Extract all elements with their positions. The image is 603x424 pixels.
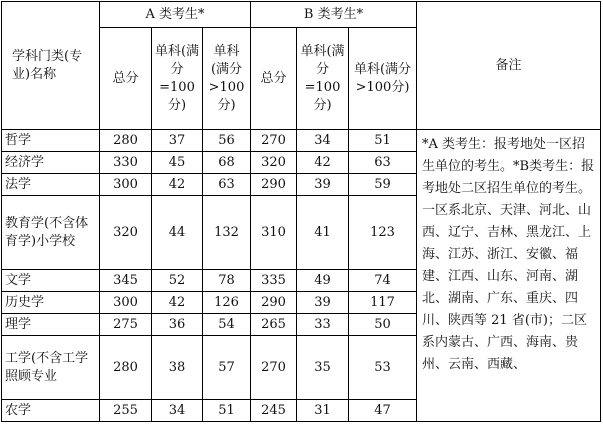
- a-total-score: 330: [100, 152, 152, 174]
- subject-name: 经济学: [2, 152, 100, 174]
- subject-name: 文学: [2, 270, 100, 292]
- b-single-over100-score: 50: [349, 314, 417, 336]
- b-single-over100-score: 51: [349, 130, 417, 152]
- subject-name: 法学: [2, 174, 100, 196]
- a-single-over100-score: 56: [203, 130, 251, 152]
- b-single-over100-score: 63: [349, 152, 417, 174]
- a-single-over100-score: 126: [203, 292, 251, 314]
- header-subject-name: 学科门类(专业)名称: [2, 2, 100, 130]
- subject-name: 工学(不含工学照顾专业: [2, 336, 100, 400]
- b-single-over100-score: 59: [349, 174, 417, 196]
- a-single-over100-score: 63: [203, 174, 251, 196]
- a-single-100-score: 37: [152, 130, 203, 152]
- a-single-over100-score: 51: [203, 400, 251, 422]
- subject-name: 教育学(不含体育学)小学校: [2, 196, 100, 270]
- a-total-score: 320: [100, 196, 152, 270]
- b-total-score: 245: [251, 400, 297, 422]
- b-single-over100-score: 123: [349, 196, 417, 270]
- b-total-score: 270: [251, 336, 297, 400]
- subject-name: 理学: [2, 314, 100, 336]
- b-total-score: 265: [251, 314, 297, 336]
- table-row: [2, 130, 601, 152]
- a-total-score: 280: [100, 130, 152, 152]
- a-total-score: 345: [100, 270, 152, 292]
- header-group-a: A 类考生*: [100, 2, 251, 28]
- header-a-total: 总分: [100, 28, 152, 130]
- b-single-100-score: 33: [297, 314, 349, 336]
- b-single-100-score: 49: [297, 270, 349, 292]
- b-single-100-score: 39: [297, 292, 349, 314]
- a-total-score: 255: [100, 400, 152, 422]
- b-total-score: 270: [251, 130, 297, 152]
- b-single-over100-score: 47: [349, 400, 417, 422]
- a-single-over100-score: 68: [203, 152, 251, 174]
- b-single-100-score: 39: [297, 174, 349, 196]
- b-single-100-score: 41: [297, 196, 349, 270]
- header-group-b: B 类考生*: [251, 2, 417, 28]
- a-single-over100-score: 78: [203, 270, 251, 292]
- note-text: *A 类考生：报考地处一区招生单位的考生。*B类考生：报考地处二区招生单位的考生。一区系北京、天津、河北、山西、辽宁、吉林、黑龙江、上海、江苏、浙江、安徽、福建、江西、山东、河南、湖北、湖南、广东、重庆、四川、陕西等 21 省(市)；二区系内蒙古、广西、海南、贵州、云南、西藏、: [417, 130, 601, 422]
- b-total-score: 335: [251, 270, 297, 292]
- subject-name: 历史学: [2, 292, 100, 314]
- header-b-single-100: 单科(满分=100分): [297, 28, 349, 130]
- b-single-over100-score: 53: [349, 336, 417, 400]
- header-a-single-100: 单科(满分=100分): [152, 28, 203, 130]
- a-total-score: 300: [100, 174, 152, 196]
- a-total-score: 300: [100, 292, 152, 314]
- a-total-score: 275: [100, 314, 152, 336]
- a-single-100-score: 44: [152, 196, 203, 270]
- a-single-over100-score: 57: [203, 336, 251, 400]
- a-single-over100-score: 132: [203, 196, 251, 270]
- a-single-100-score: 42: [152, 292, 203, 314]
- header-a-single-over100: 单科(满分>100分): [203, 28, 251, 130]
- score-table: [1, 1, 601, 422]
- a-single-over100-score: 54: [203, 314, 251, 336]
- a-total-score: 280: [100, 336, 152, 400]
- header-b-single-over100: 单科(满分>100分): [349, 28, 417, 130]
- b-total-score: 320: [251, 152, 297, 174]
- a-single-100-score: 52: [152, 270, 203, 292]
- a-single-100-score: 42: [152, 174, 203, 196]
- header-b-total: 总分: [251, 28, 297, 130]
- subject-name: 农学: [2, 400, 100, 422]
- b-single-100-score: 31: [297, 400, 349, 422]
- b-total-score: 290: [251, 174, 297, 196]
- a-single-100-score: 45: [152, 152, 203, 174]
- b-single-100-score: 34: [297, 130, 349, 152]
- b-single-over100-score: 117: [349, 292, 417, 314]
- b-single-100-score: 42: [297, 152, 349, 174]
- a-single-100-score: 34: [152, 400, 203, 422]
- b-total-score: 310: [251, 196, 297, 270]
- b-total-score: 290: [251, 292, 297, 314]
- b-single-100-score: 35: [297, 336, 349, 400]
- subject-name: 哲学: [2, 130, 100, 152]
- a-single-100-score: 36: [152, 314, 203, 336]
- b-single-over100-score: 74: [349, 270, 417, 292]
- a-single-100-score: 38: [152, 336, 203, 400]
- header-note: 备注: [417, 2, 601, 130]
